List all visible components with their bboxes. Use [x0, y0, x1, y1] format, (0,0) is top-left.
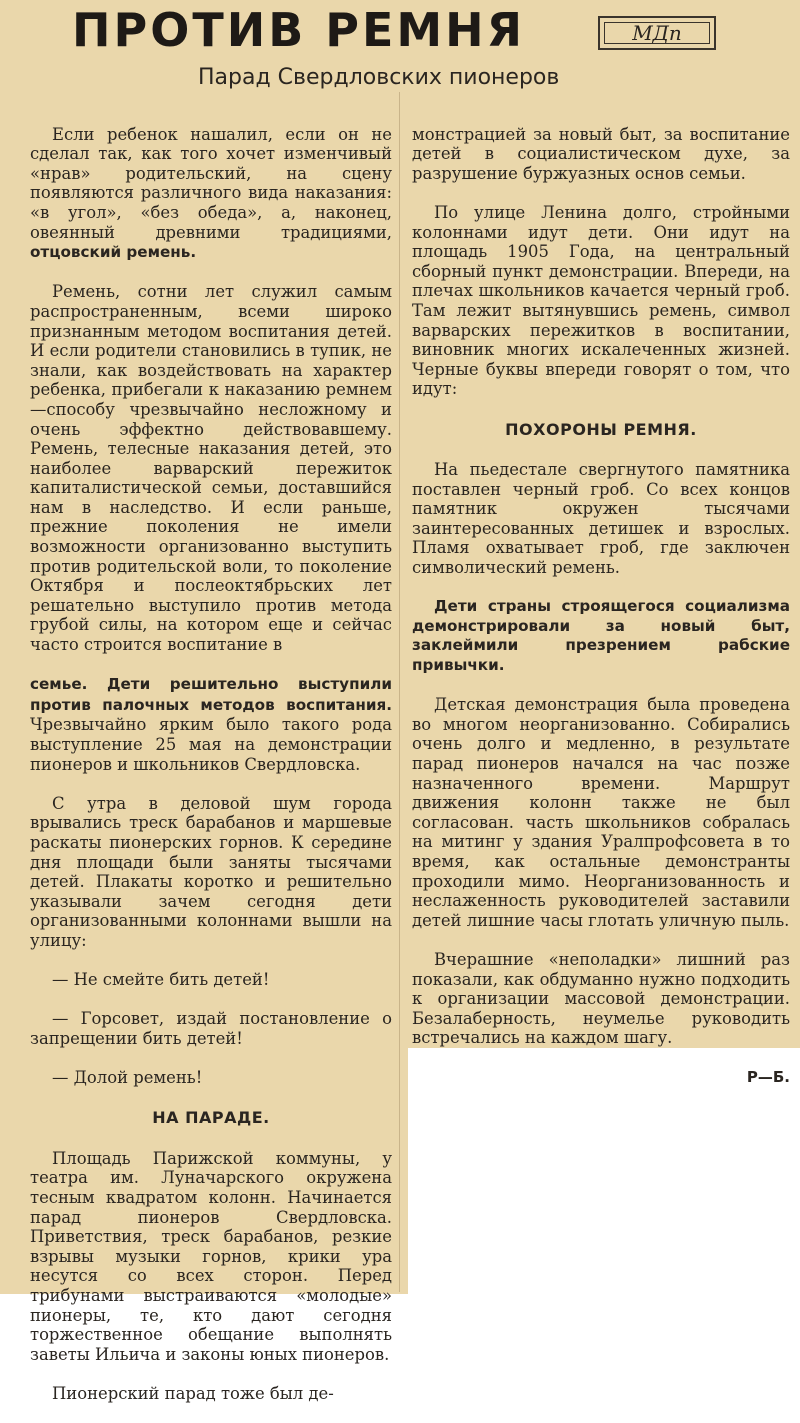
paragraph: Ремень, сотни лет служил самым распространенным, всеми широко признанным методом воспитания детей. И если родители становились в тупик, не знали, как воздействовать на характер ребенка, прибегали к наказанию ремнем—способу чрезвычайно несложному и очень эффектно действовавшему. Ремень, телесные наказания детей, это наиболее варварский пережиток капиталистической семьи, доставшийся нам в наследство. И если раньше, прежние поколения не имели возможности организованно выступить против родительской воли, то поколение Октября и послеоктябрьских лет решательно выступило против метода грубой силы, на котором еще и сейчас часто строится воспитание в: [30, 282, 392, 655]
paragraph-text: Чрезвычайно ярким было такого рода выступление 25 мая на демонстрации пионеров и школьников Свердловска.: [30, 715, 392, 774]
paragraph: [30, 674, 392, 774]
column-divider: [399, 92, 400, 1292]
library-stamp: МДп: [598, 16, 716, 50]
right-column: [412, 105, 790, 1107]
paragraph: С утра в деловой шум города врывались треск барабанов и маршевые раскаты пионерских горнов. К середине дня площади были заняты тысячами детей. Плакаты коротко и решительно указывали зачем сегодня дети организованными колоннами вышли на улицу:: [30, 793, 392, 950]
paragraph: По улице Ленина долго, стройными колоннами идут дети. Они идут на площадь 1905 Года, на центральный сборный пункт демонстрации. Впереди, на плечах школьников качается черный гроб. Там лежит вытянувшись ремень, символ варварских пережитков в воспитании, виновник многих искалеченных жизней. Черные буквы впереди говорят о том, что идут:: [412, 202, 790, 399]
paragraph: Вчерашние «неполадки» лишний раз показали, как обдуманно нужно подходить к организации массовой демонстрации. Безалаберность, неумелье руководить встречались на каждом шагу.: [412, 949, 790, 1048]
section-heading-funeral: ПОХОРОНЫ РЕМНЯ.: [505, 419, 697, 439]
paragraph: монстрацией за новый быт, за воспитание детей в социалистическом духе, за разрушение буржуазных основ семьи.: [412, 124, 790, 183]
section-heading-parade: НА ПАРАДЕ.: [152, 1108, 270, 1128]
author-signature: Р—Б.: [746, 1067, 790, 1086]
paragraph: На пьедестале свергнутого памятника поставлен черный гроб. Со всех концов памятник окружен тысячами заинтересованных детишек и взрослых. Пламя охватывает гроб, где заключен символический ремень.: [412, 460, 790, 578]
bold-phrase: семье. Дети решительно выступили против палочных методов воспитания.: [30, 675, 392, 714]
paragraph: Площадь Парижской коммуны, у театра им. Луначарского окружена тесным квадратом колонн. Начинается парад пионеров Свердловска. Приветствия, треск барабанов, резкие взрывы музыки горнов, крики ура несутся со всех сторон. Перед трибунами выстраиваются «молодые» пионеры, те, кто дают сегодня торжественное обещание выполнять заветы Ильича и законы юных пионеров.: [30, 1148, 392, 1364]
bold-paragraph: Дети страны строящегося социализма демонстрировали за новый быт, заклеймили презрением рабские привычки.: [412, 597, 790, 675]
article-title: ПРОТИВ РЕМНЯ: [72, 3, 526, 57]
article-subtitle: Парад Свердловских пионеров: [198, 65, 560, 90]
paragraph: Пионерский парад тоже был де-: [52, 1384, 334, 1403]
paragraph-text: Если ребенок нашалил, если он не сделал так, как того хочет изменчивый «нрав» родительский, на сцену появляются различного вида наказания: «в угол», «без обеда», а, наконец, овеянный древними традициями,: [30, 124, 392, 242]
paragraph: Детская демонстрация была проведена во многом неорганизованно. Собирались очень долго и медленно, в результате парад пионеров начался на час позже назначенного времени. Маршрут движения колонн также не был согласован. часть школьников собралась на митинг у здания Уралпрофсовета в то время, как остальные демонстранты проходили мимо. Неорганизованность и неслаженность руководителей заставили детей лишние часы глотать уличную пыль.: [412, 695, 790, 930]
left-column: [30, 105, 392, 1423]
paragraph: [30, 125, 392, 263]
bold-phrase: отцовский ремень.: [30, 243, 197, 262]
slogan: — Долой ремень!: [52, 1068, 203, 1088]
slogan: — Не смейте бить детей!: [52, 970, 270, 990]
slogan: — Горсовет, издай постановление о запрещении бить детей!: [30, 1009, 392, 1048]
